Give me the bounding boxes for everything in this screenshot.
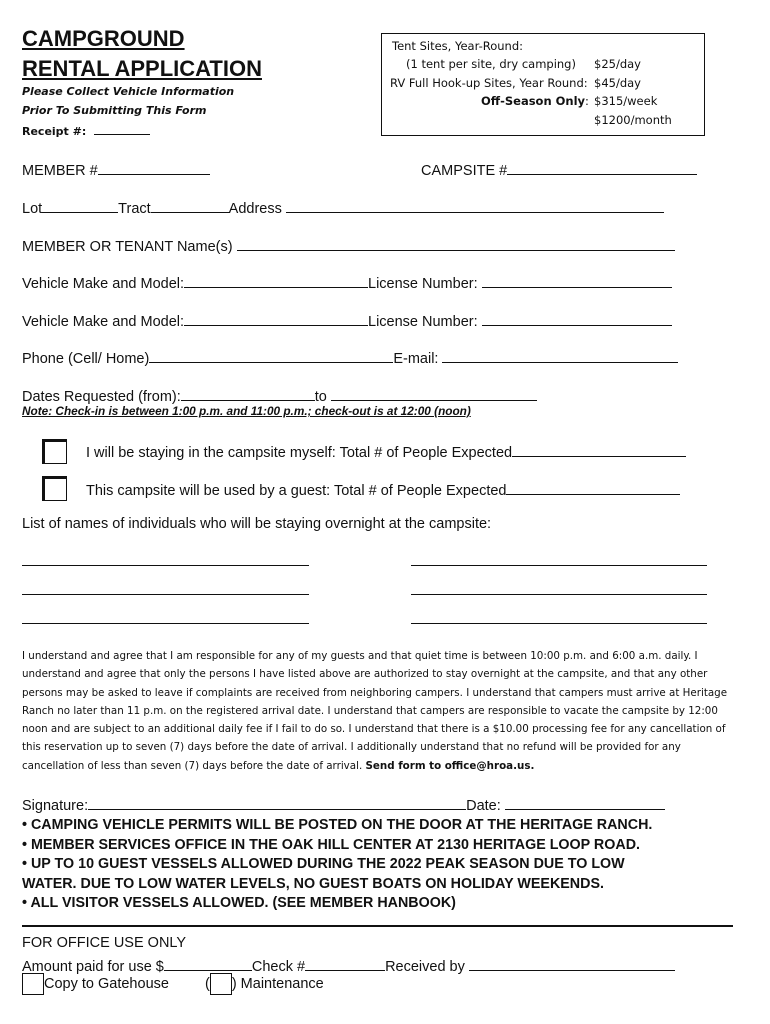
received-label: Received by	[385, 959, 465, 975]
form-title-line2: RENTAL APPLICATION	[22, 56, 262, 81]
received-line[interactable]	[469, 955, 675, 971]
guest-option-row	[86, 479, 680, 499]
agreement-paragraph	[22, 647, 742, 775]
email-line[interactable]	[442, 347, 678, 363]
date-from-line[interactable]	[181, 385, 315, 401]
self-option-label: I will be staying in the campsite myself: Total # of People Expected	[86, 445, 513, 461]
form-title-line1: CAMPGROUND	[22, 26, 185, 51]
self-checkbox[interactable]	[42, 439, 67, 464]
agreement-text: I understand and agree that I am responsible for any of my guests and that quiet time is between 10:00 p.m. and 6:00 a.m. daily. I understand and agree that only the persons I have listed above are authorized to stay overnight at the campsite, and that any other persons may be asked to leave if complaints are received from neighboring campers. I understand that campers must arrive at Heritage Ranch no later than 11 p.m. on the registered arrival date. I understand that campers are responsible to vacate the campsite by 12:00 noon and are subject to an additional daily fee if I fail to do so. I understand that there is a $10.00 processing fee for any cancellation of this reservation up to seven (7) days before the date of arrival. I additionally understand that no refund will be provided for any cancellation of less than seven (7) days before the date of arrival.	[22, 650, 728, 772]
bullet-visitors: • ALL VISITOR VESSELS ALLOWED. (SEE MEMBER HANBOOK)	[22, 895, 456, 911]
guest-checkbox[interactable]	[42, 476, 67, 501]
self-count-line[interactable]	[512, 441, 686, 457]
rv-price: $45/day	[594, 76, 641, 90]
rv-label: RV Full Hook-up Sites, Year Round:	[390, 76, 588, 90]
dates-label: Dates Requested (from):	[22, 389, 181, 405]
lot-line[interactable]	[42, 197, 118, 213]
receipt-label: Receipt #:	[22, 125, 87, 138]
names-field[interactable]	[22, 235, 675, 255]
bullet-vessels-cont: WATER. DUE TO LOW WATER LEVELS, NO GUEST BOATS ON HOLIDAY WEEKENDS.	[22, 876, 604, 892]
names-list-label: List of names of individuals who will be staying overnight at the campsite:	[22, 516, 492, 532]
dates-row	[22, 385, 537, 405]
offseason-label: Off-Season Only	[481, 94, 586, 108]
receipt-field[interactable]	[22, 123, 150, 138]
checkin-note: Note: Check-in is between 1:00 p.m. and 11:00 p.m.; check-out is at 12:00 (noon)	[22, 404, 471, 418]
guest-count-line[interactable]	[506, 479, 680, 495]
date-to-line[interactable]	[331, 385, 537, 401]
lot-tract-address-row	[22, 197, 664, 217]
names-label: MEMBER OR TENANT Name(s)	[22, 239, 233, 255]
bullet-permits: • CAMPING VEHICLE PERMITS WILL BE POSTED ON THE DOOR AT THE HERITAGE RANCH.	[22, 817, 653, 833]
license-line-1[interactable]	[482, 272, 672, 288]
name-line-6[interactable]	[411, 623, 707, 624]
phone-label: Phone (Cell/ Home)	[22, 351, 150, 367]
campsite-field[interactable]	[421, 159, 697, 179]
name-line-3[interactable]	[22, 594, 309, 595]
license-label-1: License Number:	[368, 276, 478, 292]
send-form-text: Send form to office@hroa.us.	[365, 759, 535, 772]
address-label: Address	[228, 201, 282, 217]
gatehouse-label: Copy to Gatehouse	[44, 975, 169, 992]
license-label-2: License Number:	[368, 314, 478, 330]
bullet-vessels: • UP TO 10 GUEST VESSELS ALLOWED DURING THE 2022 PEAK SEASON DUE TO LOW	[22, 856, 625, 872]
self-option-row	[86, 441, 686, 461]
phone-email-row	[22, 347, 678, 367]
tract-label: Tract	[118, 201, 151, 217]
phone-line[interactable]	[149, 347, 393, 363]
member-label: MEMBER #	[22, 163, 98, 179]
vehicle-row-2	[22, 310, 672, 330]
office-divider	[22, 925, 733, 927]
amount-line[interactable]	[164, 955, 252, 971]
signature-line[interactable]	[88, 794, 466, 810]
amount-label: Amount paid for use $	[22, 959, 164, 975]
names-line[interactable]	[237, 235, 675, 251]
campsite-line[interactable]	[507, 159, 697, 175]
offseason-week: $315/week	[594, 94, 658, 108]
office-copy-row	[22, 973, 324, 995]
address-line[interactable]	[286, 197, 664, 213]
vehicle-line-2[interactable]	[184, 310, 368, 326]
check-label: Check #	[251, 959, 306, 975]
vehicle-note-line1: Please Collect Vehicle Information	[22, 85, 235, 98]
tract-line[interactable]	[151, 197, 229, 213]
vehicle-row-1	[22, 272, 672, 292]
date-label: Date:	[466, 798, 501, 814]
vehicle-label-1: Vehicle Make and Model:	[22, 276, 185, 292]
email-label: E-mail:	[393, 351, 439, 367]
offseason-label-row	[481, 92, 589, 111]
offseason-month: $1200/month	[594, 113, 672, 127]
signature-row	[22, 794, 665, 814]
bullet-office: • MEMBER SERVICES OFFICE IN THE OAK HILL CENTER AT 2130 HERITAGE LOOP ROAD.	[22, 837, 640, 853]
gatehouse-checkbox[interactable]	[22, 973, 44, 995]
offseason-colon: :	[585, 94, 589, 108]
name-line-2[interactable]	[411, 565, 707, 566]
vehicle-note-line2: Prior To Submitting This Form	[22, 104, 207, 117]
name-line-5[interactable]	[22, 623, 309, 624]
member-field[interactable]	[22, 159, 210, 179]
tent-price: $25/day	[594, 57, 641, 71]
vehicle-line-1[interactable]	[184, 272, 368, 288]
maintenance-checkbox[interactable]	[210, 973, 232, 995]
license-line-2[interactable]	[482, 310, 672, 326]
receipt-line[interactable]	[94, 123, 150, 135]
maintenance-label: ) Maintenance	[231, 975, 324, 992]
office-heading: FOR OFFICE USE ONLY	[22, 935, 187, 951]
campsite-label: CAMPSITE #	[421, 163, 508, 179]
name-line-4[interactable]	[411, 594, 707, 595]
name-line-1[interactable]	[22, 565, 309, 566]
signature-label: Signature:	[22, 798, 89, 814]
paren-open: (	[204, 975, 210, 992]
signature-date-line[interactable]	[505, 794, 665, 810]
member-line[interactable]	[98, 159, 210, 175]
office-payment-row	[22, 955, 675, 975]
tent-sub: (1 tent per site, dry camping)	[406, 57, 576, 71]
vehicle-label-2: Vehicle Make and Model:	[22, 314, 185, 330]
to-label: to	[314, 389, 327, 405]
guest-option-label: This campsite will be used by a guest: Total # of People Expected	[86, 483, 507, 499]
check-line[interactable]	[305, 955, 385, 971]
tent-label: Tent Sites, Year-Round:	[392, 39, 524, 53]
lot-label: Lot	[22, 201, 43, 217]
